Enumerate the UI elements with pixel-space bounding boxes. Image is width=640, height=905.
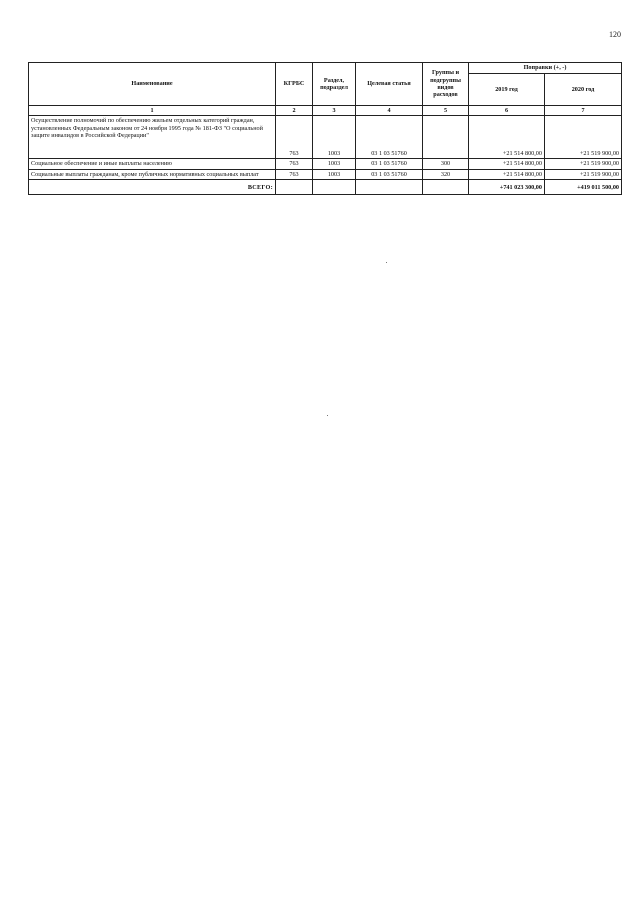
row-name: Осуществление полномочий по обеспечению жильем отдельных категорий граждан, установленных Федеральным законом от 24 ноября 1995 года № 181-ФЗ "О социальной защите инвалидов в Российской Федерации"	[29, 116, 276, 159]
table-row	[29, 116, 622, 159]
total-amount-2020: +419 011 500,00	[545, 180, 622, 195]
header-target: Целевая статья	[356, 63, 423, 106]
total-empty-cell	[276, 180, 313, 195]
row-name: Социальное обеспечение и иные выплаты населению	[29, 159, 276, 169]
total-amount-2019: +741 023 300,00	[469, 180, 545, 195]
row-group: 300	[423, 159, 469, 169]
total-row	[29, 180, 622, 195]
total-empty-cell	[313, 180, 356, 195]
row-target: 03 1 03 51760	[356, 169, 423, 179]
row-razdel: 1003	[313, 116, 356, 159]
header-name: Наименование	[29, 63, 276, 106]
row-group	[423, 116, 469, 159]
row-amount-2019: +21 514 800,00	[469, 116, 545, 159]
header-groups: Группы и подгруппы видов расходов	[423, 63, 469, 106]
header-kgrbs: КГРБС	[276, 63, 313, 106]
page-number: 120	[609, 30, 621, 39]
column-number: 3	[313, 106, 356, 116]
row-amount-2020: +21 519 900,00	[545, 169, 622, 179]
column-number: 4	[356, 106, 423, 116]
header-row-1	[29, 63, 622, 74]
scan-speck	[386, 262, 387, 263]
row-name: Социальные выплаты гражданам, кроме публичных нормативных социальных выплат	[29, 169, 276, 179]
scan-speck	[327, 415, 328, 416]
row-target: 03 1 03 51760	[356, 159, 423, 169]
table-row	[29, 169, 622, 179]
total-label: ВСЕГО:	[29, 180, 276, 195]
column-number: 2	[276, 106, 313, 116]
row-kgrbs: 763	[276, 169, 313, 179]
row-kgrbs: 763	[276, 116, 313, 159]
table-row	[29, 159, 622, 169]
column-number-row	[29, 106, 622, 116]
header-amendments: Поправки (+, -)	[469, 63, 622, 74]
total-empty-cell	[423, 180, 469, 195]
column-number: 5	[423, 106, 469, 116]
row-kgrbs: 763	[276, 159, 313, 169]
row-amount-2020: +21 519 900,00	[545, 116, 622, 159]
header-year-2019: 2019 год	[469, 74, 545, 106]
row-razdel: 1003	[313, 159, 356, 169]
row-group: 320	[423, 169, 469, 179]
column-number: 6	[469, 106, 545, 116]
row-target: 03 1 03 51760	[356, 116, 423, 159]
row-amount-2020: +21 519 900,00	[545, 159, 622, 169]
row-amount-2019: +21 514 800,00	[469, 159, 545, 169]
column-number: 7	[545, 106, 622, 116]
row-amount-2019: +21 514 800,00	[469, 169, 545, 179]
header-razdel: Раздел, подраздел	[313, 63, 356, 106]
row-razdel: 1003	[313, 169, 356, 179]
budget-amendments-table	[28, 62, 622, 195]
header-year-2020: 2020 год	[545, 74, 622, 106]
total-empty-cell	[356, 180, 423, 195]
column-number: 1	[29, 106, 276, 116]
